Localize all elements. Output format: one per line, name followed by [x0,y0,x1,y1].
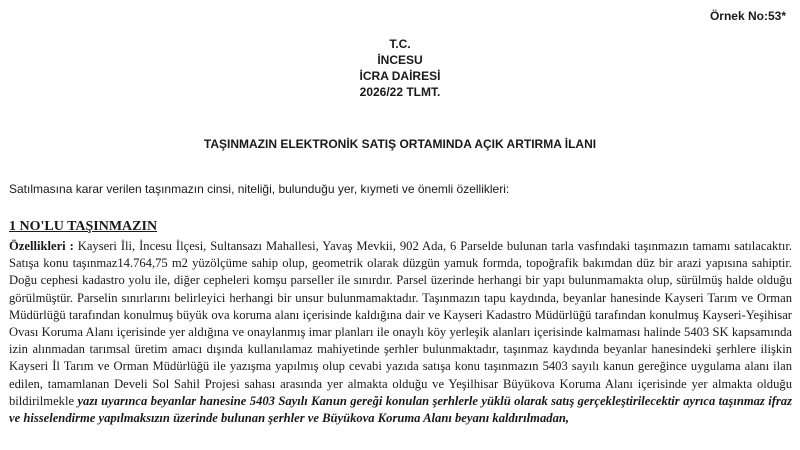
header-line-file-number: 2026/22 TLMT. [359,85,441,99]
form-number: Örnek No:53* [709,9,786,23]
header-line-district: İNCESU [377,53,423,67]
header-line-tc: T.C. [389,37,411,51]
notice-title: TAŞINMAZIN ELEKTRONİK SATIŞ ORTAMINDA AÇIK ARTIRMA İLANI [203,137,597,151]
office-header [0,36,800,100]
header-line-office: İCRA DAİRESİ [359,69,441,83]
property-description [9,238,792,427]
features-emphasis: yazı uyarınca beyanlar hanesine 5403 Sayılı Kanun gereği konulan şerhlerle yüklü olarak satış gerçekleştirilecektir ayrıca taşınmaz ifraz ve hisselendirme yapılmaksızın üzerinde bulunan şerhler ve Büyükova Koruma Alanı beyanı kaldırılmadan, [9,393,793,426]
features-label: Özellikleri : [9,239,74,253]
features-body: Kayseri İli, İncesu İlçesi, Sultansazı Mahallesi, Yavaş Mevkii, 902 Ada, 6 Parselde bulunan tarla vasfındaki taşınmazın tamamı satılacaktır. Satışa konu taşınmaz14.764,75 m2 yüzölçüme sahip olup, geometrik olarak düzgün yamuk formda, topoğrafik bakımdan düz bir arazi yapısına sahiptir. Doğu cephesi kadastro yolu ile, diğer cepheleri komşu parseller ile sınırdır. Parsel üzerinde herhangi bir yapı bulunmamakta olup, sürülmüş halde olduğu görülmüştür. Parselin sınırlarını belirleyici herhangi bir unsur bulunmamaktadır. Taşınmazın tapu kaydında, beyanlar hanesinde Kayseri Tarım ve Orman Müdürlüğü tarafından konulmuş büyük ova koruma alanı içerisinde kaldığına dair ve Kayseri Kadastro Müdürlüğü tarafından konulmuş Kayseri-Yeşihisar Ovası Koruma Alanı içerisinde yer aldığına ve onaylanmış imar planları ile onaylı köy yerleşik alanları içerisinde kalmaması halinde 5403 SK kapsamında izin alınmadan tarımsal üretim amacı dışında kullanılamaz mahiyetinde şerhler bulunmaktadır, taşınmaz kaydında beyanlar hanesindeki şerhlere ilişkin Kayseri İl Tarım ve Orman Müdürlüğü ile yazışma yapılmış olup cevabi yazıda satışa konu taşınmazın 5403 sayılı kanun gereğince uygulama alanı ilan edilen, tamamlanan Develi Sol Sahil Projesi sahası arasında yer almakta olduğu ve Yeşilhisar Büyükova Koruma Alanı içerisinde yer almakta olduğu bildirilmekle [9,239,793,408]
intro-text: Satılmasına karar verilen taşınmazın cinsi, niteliği, bulunduğu yer, kıymeti ve önemli özellikleri: [9,182,510,196]
section-title: 1 NO'LU TAŞINMAZIN [9,219,158,234]
